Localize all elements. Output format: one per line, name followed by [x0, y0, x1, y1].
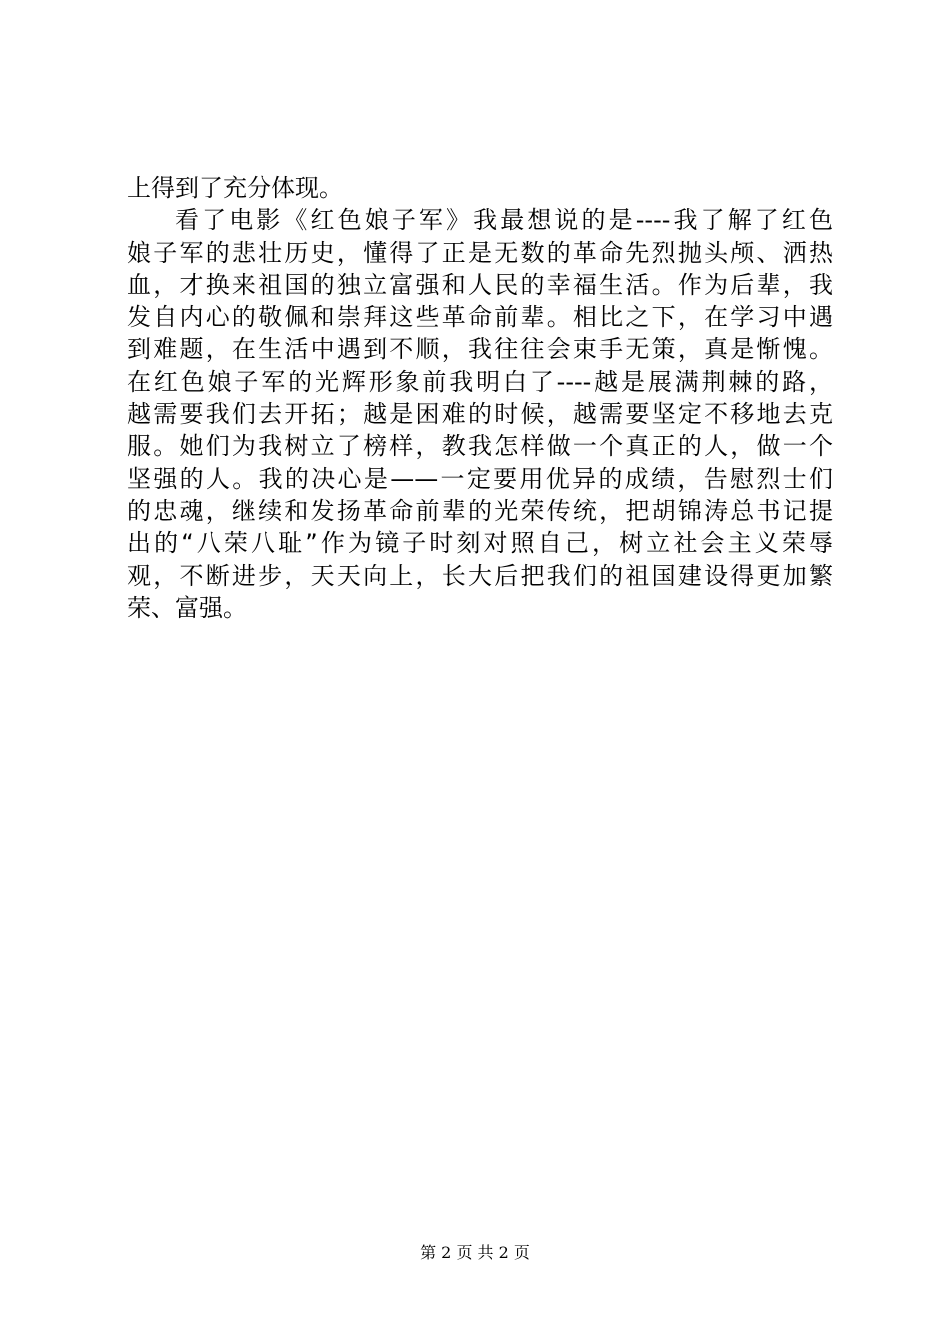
- text-line: 看了电影《红色娘子军》我最想说的是----我了解了红色: [175, 206, 833, 235]
- paragraph-continuation: [127, 172, 833, 204]
- text-line: 在红色娘子军的光辉形象前我明白了----越是展满荆棘的路，: [127, 367, 833, 396]
- text-line: 越需要我们去开拓；越是困难的时候，越需要坚定不移地去克: [127, 400, 833, 429]
- text-line: 服。她们为我树立了榜样，教我怎样做一个真正的人，做一个: [127, 432, 833, 461]
- text-line: 出的“八荣八耻”作为镜子时刻对照自己，树立社会主义荣辱: [127, 529, 833, 558]
- text-line: 发自内心的敬佩和崇拜这些革命前辈。相比之下，在学习中遇: [127, 303, 833, 332]
- text-line: 坚强的人。我的决心是——一定要用优异的成绩，告慰烈士们: [127, 464, 833, 493]
- text-line: 荣、富强。: [127, 593, 247, 622]
- text-line: 上得到了充分体现。: [127, 174, 343, 202]
- text-line: 血，才换来祖国的独立富强和人民的幸福生活。作为后辈，我: [127, 270, 833, 299]
- text-line: 观，不断进步，天天向上，长大后把我们的祖国建设得更加繁: [127, 561, 833, 590]
- page-number-footer: 第 2 页 共 2 页: [420, 1243, 530, 1262]
- text-line: 到难题，在生活中遇到不顺，我往往会束手无策，真是惭愧。: [127, 335, 833, 364]
- paragraph-main: [127, 204, 833, 624]
- document-body: [127, 172, 833, 624]
- text-line: 娘子军的悲壮历史，懂得了正是无数的革命先烈抛头颅、洒热: [127, 238, 833, 267]
- text-line: 的忠魂，继续和发扬革命前辈的光荣传统，把胡锦涛总书记提: [127, 496, 833, 525]
